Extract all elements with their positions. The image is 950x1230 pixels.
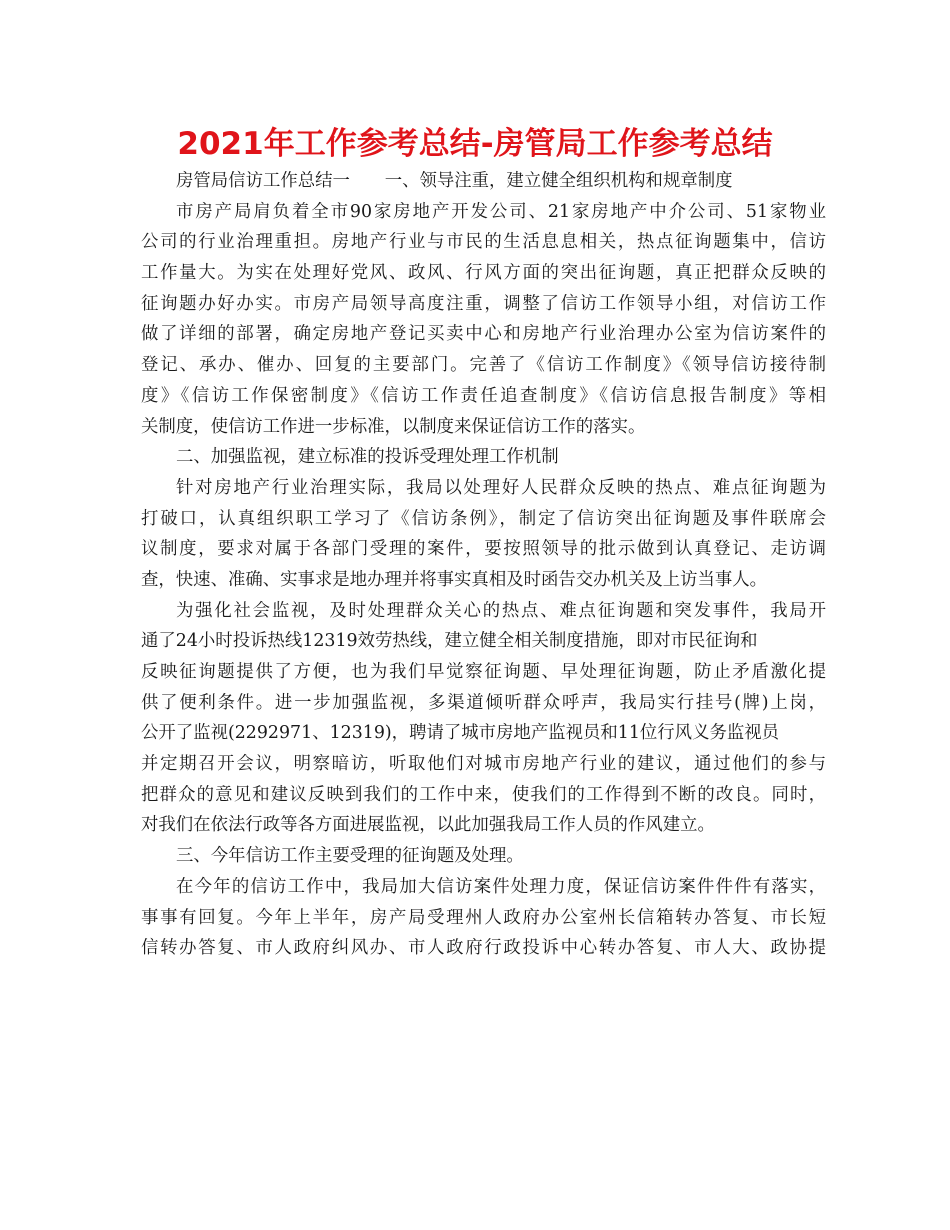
body-text-line: 三、今年信访工作主要受理的征询题及处理。 [176, 846, 524, 867]
body-text-line: 登记、承办、催办、回复的主要部门。完善了《信访工作制度》《领导信访接待制 [141, 355, 826, 376]
body-text-line: 针对房地产行业治理实际，我局以处理好人民群众反映的热点、难点征询题为 [176, 477, 826, 498]
body-text-line: 在今年的信访工作中，我局加大信访案件处理力度，保证信访案件件件有落实， [176, 876, 826, 897]
body-text-line: 事事有回复。今年上半年，房产局受理州人政府办公室州长信箱转办答复、市长短 [141, 907, 826, 928]
body-text-line: 公司的行业治理重担。房地产行业与市民的生活息息相关，热点征询题集中，信访 [141, 232, 826, 253]
body-text-line: 做了详细的部署，确定房地产登记买卖中心和房地产行业治理办公室为信访案件的 [141, 324, 826, 345]
body-text-line: 征询题办好办实。市房产局领导高度注重，调整了信访工作领导小组，对信访工作 [141, 293, 826, 314]
body-text-line: 市房产局肩负着全市90家房地产开发公司、21家房地产中介公司、51家物业 [176, 201, 826, 222]
body-text-line: 把群众的意见和建议反映到我们的工作中来，使我们的工作得到不断的改良。同时， [141, 784, 826, 805]
body-text-line: 信转办答复、市人政府纠风办、市人政府行政投诉中心转办答复、市人大、政协提 [141, 938, 826, 959]
document-body [141, 166, 826, 964]
body-text-line: 通了24小时投诉热线12319效劳热线，建立健全相关制度措施，即对市民征询和 [141, 631, 758, 652]
body-text-line: 议制度，要求对属于各部门受理的案件，要按照领导的批示做到认真登记、走访调 [141, 539, 826, 560]
document-title: 2021年工作参考总结-房管局工作参考总结 [177, 126, 773, 162]
body-text-line: 工作量大。为实在处理好党风、政风、行风方面的突出征询题，真正把群众反映的 [141, 263, 826, 284]
body-text-line: 为强化社会监视，及时处理群众关心的热点、难点征询题和突发事件，我局开 [176, 600, 826, 621]
body-text-line: 反映征询题提供了方便，也为我们早觉察征询题、早处理征询题，防止矛盾激化提 [141, 662, 826, 682]
body-text-line: 对我们在依法行政等各方面进展监视，以此加强我局工作人员的作风建立。 [141, 815, 715, 836]
body-text-line: 并定期召开会议，明察暗访，听取他们对城市房地产行业的建议，通过他们的参与 [141, 754, 826, 775]
body-text-line: 关制度，使信访工作进一步标准，以制度来保证信访工作的落实。 [141, 416, 646, 437]
body-text-line: 打破口，认真组织职工学习了《信访条例》，制定了信访突出征询题及事件联席会 [141, 508, 826, 529]
body-text-line: 供了便利条件。进一步加强监视，多渠道倾听群众呼声，我局实行挂号(牌)上岗， [141, 692, 826, 713]
body-text-line: 度》《信访工作保密制度》《信访工作责任追查制度》《信访信息报告制度》等相 [141, 385, 826, 406]
body-text-line: 房管局信访工作总结一 一、领导注重，建立健全组织机构和规章制度 [176, 171, 733, 191]
body-text-line: 查，快速、准确、实事求是地办理并将事实真相及时函告交办机关及上访当事人。 [141, 569, 768, 590]
body-text-line: 二、加强监视，建立标准的投诉受理处理工作机制 [176, 447, 559, 468]
body-text-line: 公开了监视(2292971、12319)，聘请了城市房地产监视员和11位行风义务监视员 [141, 723, 780, 744]
